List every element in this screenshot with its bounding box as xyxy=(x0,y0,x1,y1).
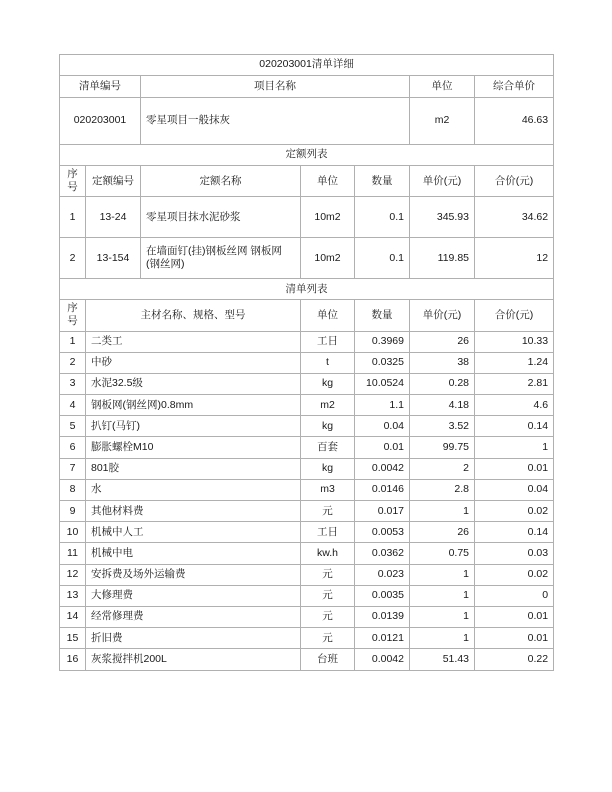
material-unit: 元 xyxy=(301,501,355,522)
table-row xyxy=(60,628,554,649)
material-qty: 0.0042 xyxy=(355,649,410,670)
quota-header-total: 合价(元) xyxy=(475,166,554,197)
quota-section-title: 定额列表 xyxy=(60,145,554,166)
material-name: 折旧费 xyxy=(86,628,301,649)
material-no: 16 xyxy=(60,649,86,670)
summary-header-name: 项目名称 xyxy=(141,76,410,98)
quota-total: 34.62 xyxy=(475,197,554,238)
material-no: 7 xyxy=(60,458,86,479)
quota-no: 2 xyxy=(60,238,86,279)
material-total: 1 xyxy=(475,437,554,458)
material-no: 14 xyxy=(60,606,86,627)
material-section-title: 清单列表 xyxy=(60,279,554,300)
material-qty: 0.0035 xyxy=(355,585,410,606)
material-name: 二类工 xyxy=(86,331,301,352)
material-qty: 0.0139 xyxy=(355,606,410,627)
material-header-qty: 数量 xyxy=(355,300,410,331)
material-qty: 0.01 xyxy=(355,437,410,458)
quota-unit: 10m2 xyxy=(301,197,355,238)
document-title-row xyxy=(60,55,554,76)
material-price: 1 xyxy=(410,628,475,649)
material-qty: 0.0362 xyxy=(355,543,410,564)
quota-section-title-row xyxy=(60,145,554,166)
quota-header-row xyxy=(60,166,554,197)
material-name: 机械中电 xyxy=(86,543,301,564)
summary-name: 零星项目一般抹灰 xyxy=(141,98,410,145)
material-qty: 0.0053 xyxy=(355,522,410,543)
material-no: 15 xyxy=(60,628,86,649)
summary-header-row xyxy=(60,76,554,98)
quota-no: 1 xyxy=(60,197,86,238)
quota-code: 13-154 xyxy=(86,238,141,279)
material-unit: 工日 xyxy=(301,331,355,352)
material-unit: m2 xyxy=(301,395,355,416)
table-row xyxy=(60,416,554,437)
material-total: 0.02 xyxy=(475,564,554,585)
bill-detail-table xyxy=(59,54,554,671)
quota-price: 345.93 xyxy=(410,197,475,238)
material-price: 3.52 xyxy=(410,416,475,437)
material-unit: t xyxy=(301,352,355,373)
material-header-no: 序号 xyxy=(60,300,86,331)
table-row xyxy=(60,197,554,238)
material-name: 水 xyxy=(86,479,301,500)
material-qty: 10.0524 xyxy=(355,373,410,394)
summary-header-price: 综合单价 xyxy=(475,76,554,98)
quota-qty: 0.1 xyxy=(355,238,410,279)
material-no: 8 xyxy=(60,479,86,500)
material-unit: m3 xyxy=(301,479,355,500)
material-name: 扒钉(马钉) xyxy=(86,416,301,437)
material-price: 1 xyxy=(410,564,475,585)
material-no: 4 xyxy=(60,395,86,416)
material-total: 0.01 xyxy=(475,606,554,627)
material-no: 1 xyxy=(60,331,86,352)
quota-header-price: 单价(元) xyxy=(410,166,475,197)
material-price: 1 xyxy=(410,501,475,522)
table-row xyxy=(60,649,554,670)
material-total: 1.24 xyxy=(475,352,554,373)
material-qty: 0.0042 xyxy=(355,458,410,479)
material-price: 1 xyxy=(410,606,475,627)
material-name: 灰浆搅拌机200L xyxy=(86,649,301,670)
material-no: 12 xyxy=(60,564,86,585)
material-total: 0.01 xyxy=(475,628,554,649)
material-name: 经常修理费 xyxy=(86,606,301,627)
material-total: 4.6 xyxy=(475,395,554,416)
material-name: 机械中人工 xyxy=(86,522,301,543)
table-row xyxy=(60,373,554,394)
material-qty: 0.023 xyxy=(355,564,410,585)
quota-header-code: 定额编号 xyxy=(86,166,141,197)
table-row xyxy=(60,522,554,543)
material-price: 1 xyxy=(410,585,475,606)
material-header-total: 合价(元) xyxy=(475,300,554,331)
quota-header-no: 序号 xyxy=(60,166,86,197)
material-price: 51.43 xyxy=(410,649,475,670)
material-unit: 元 xyxy=(301,628,355,649)
material-name: 801胶 xyxy=(86,458,301,479)
table-row xyxy=(60,331,554,352)
material-name: 中砂 xyxy=(86,352,301,373)
material-no: 5 xyxy=(60,416,86,437)
material-no: 9 xyxy=(60,501,86,522)
material-header-unit: 单位 xyxy=(301,300,355,331)
material-unit: kw.h xyxy=(301,543,355,564)
material-name: 安拆费及场外运输费 xyxy=(86,564,301,585)
material-qty: 0.04 xyxy=(355,416,410,437)
material-total: 0.04 xyxy=(475,479,554,500)
material-no: 3 xyxy=(60,373,86,394)
material-price: 38 xyxy=(410,352,475,373)
quota-header-name: 定额名称 xyxy=(141,166,301,197)
quota-code: 13-24 xyxy=(86,197,141,238)
material-unit: kg xyxy=(301,458,355,479)
material-qty: 0.017 xyxy=(355,501,410,522)
material-name: 水泥32.5级 xyxy=(86,373,301,394)
material-total: 0.01 xyxy=(475,458,554,479)
material-unit: kg xyxy=(301,416,355,437)
material-price: 2 xyxy=(410,458,475,479)
material-header-row xyxy=(60,300,554,331)
material-price: 0.75 xyxy=(410,543,475,564)
material-unit: 工日 xyxy=(301,522,355,543)
material-qty: 1.1 xyxy=(355,395,410,416)
material-no: 13 xyxy=(60,585,86,606)
material-no: 11 xyxy=(60,543,86,564)
material-total: 2.81 xyxy=(475,373,554,394)
quota-unit: 10m2 xyxy=(301,238,355,279)
quota-price: 119.85 xyxy=(410,238,475,279)
material-total: 0.14 xyxy=(475,416,554,437)
table-row xyxy=(60,606,554,627)
material-unit: 台班 xyxy=(301,649,355,670)
material-qty: 0.3969 xyxy=(355,331,410,352)
material-name: 其他材料费 xyxy=(86,501,301,522)
material-total: 0.03 xyxy=(475,543,554,564)
quota-qty: 0.1 xyxy=(355,197,410,238)
material-price: 26 xyxy=(410,522,475,543)
page-title: 020203001清单详细 xyxy=(60,55,554,76)
table-row xyxy=(60,543,554,564)
material-header-price: 单价(元) xyxy=(410,300,475,331)
table-row xyxy=(60,352,554,373)
material-no: 2 xyxy=(60,352,86,373)
material-total: 0 xyxy=(475,585,554,606)
table-row xyxy=(60,458,554,479)
material-price: 4.18 xyxy=(410,395,475,416)
material-section-title-row xyxy=(60,279,554,300)
material-name: 膨胀螺栓M10 xyxy=(86,437,301,458)
material-total: 0.14 xyxy=(475,522,554,543)
quota-total: 12 xyxy=(475,238,554,279)
table-row xyxy=(60,501,554,522)
material-qty: 0.0121 xyxy=(355,628,410,649)
material-no: 6 xyxy=(60,437,86,458)
summary-price: 46.63 xyxy=(475,98,554,145)
material-total: 0.02 xyxy=(475,501,554,522)
material-unit: 百套 xyxy=(301,437,355,458)
summary-header-unit: 单位 xyxy=(410,76,475,98)
material-qty: 0.0325 xyxy=(355,352,410,373)
table-row xyxy=(60,238,554,279)
material-no: 10 xyxy=(60,522,86,543)
table-row xyxy=(60,564,554,585)
summary-unit: m2 xyxy=(410,98,475,145)
material-unit: 元 xyxy=(301,585,355,606)
material-price: 0.28 xyxy=(410,373,475,394)
material-total: 0.22 xyxy=(475,649,554,670)
material-price: 99.75 xyxy=(410,437,475,458)
table-row xyxy=(60,395,554,416)
table-row xyxy=(60,585,554,606)
quota-name: 在墙面钉(挂)钢板丝网 钢板网(钢丝网) xyxy=(141,238,301,279)
quota-header-qty: 数量 xyxy=(355,166,410,197)
material-total: 10.33 xyxy=(475,331,554,352)
summary-header-code: 清单编号 xyxy=(60,76,141,98)
material-qty: 0.0146 xyxy=(355,479,410,500)
quota-name: 零星项目抹水泥砂浆 xyxy=(141,197,301,238)
material-unit: 元 xyxy=(301,606,355,627)
table-row xyxy=(60,479,554,500)
material-price: 26 xyxy=(410,331,475,352)
material-header-name: 主材名称、规格、型号 xyxy=(86,300,301,331)
quota-header-unit: 单位 xyxy=(301,166,355,197)
summary-data-row xyxy=(60,98,554,145)
material-unit: kg xyxy=(301,373,355,394)
summary-code: 020203001 xyxy=(60,98,141,145)
material-name: 钢板网(钢丝网)0.8mm xyxy=(86,395,301,416)
material-name: 大修理费 xyxy=(86,585,301,606)
material-price: 2.8 xyxy=(410,479,475,500)
material-unit: 元 xyxy=(301,564,355,585)
table-row xyxy=(60,437,554,458)
